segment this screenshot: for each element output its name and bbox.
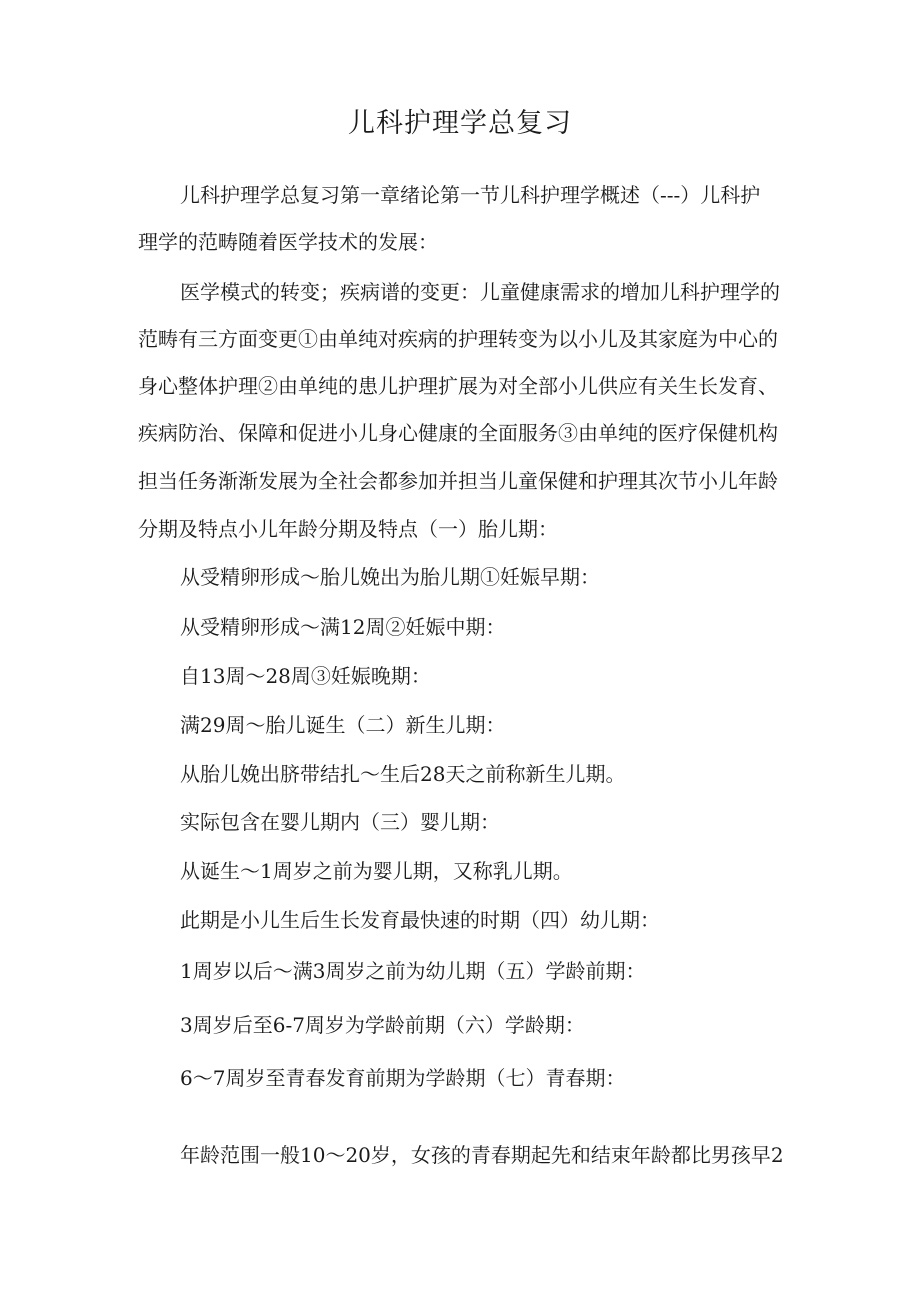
paragraph-line: 担当任务渐渐发展为全社会都参加并担当儿童保健和护理其次节小儿年龄 bbox=[138, 469, 778, 493]
paragraph-line: 医学模式的转变；疾病谱的变更：儿童健康需求的增加儿科护理学的 bbox=[180, 280, 780, 304]
paragraph-line: 从胎儿娩出脐带结扎～生后28天之前称新生儿期。 bbox=[180, 762, 626, 786]
paragraph-line: 从诞生～1周岁之前为婴儿期，又称乳儿期。 bbox=[180, 859, 573, 883]
paragraph-line: 分期及特点小儿年龄分期及特点（一）胎儿期： bbox=[138, 517, 558, 541]
paragraph-line: 从受精卵形成～满12周②妊娠中期： bbox=[180, 615, 506, 639]
paragraph-line: 身心整体护理②由单纯的患儿护理扩展为对全部小儿供应有关生长发育、 bbox=[138, 374, 778, 398]
paragraph-line: 6～7周岁至青春发育前期为学龄期（七）青春期： bbox=[180, 1066, 626, 1090]
paragraph-line: 实际包含在婴儿期内（三）婴儿期： bbox=[180, 810, 500, 834]
paragraph-line: 自13周～28周③妊娠晚期： bbox=[180, 664, 431, 688]
paragraph-line: 满29周～胎儿诞生（二）新生儿期： bbox=[180, 713, 506, 737]
paragraph-line: 疾病防治、保障和促进小儿身心健康的全面服务③由单纯的医疗保健机构 bbox=[138, 421, 778, 445]
paragraph-line: 3周岁后至6-7周岁为学龄前期（六）学龄期： bbox=[180, 1013, 585, 1037]
paragraph-line: 理学的范畴随着医学技术的发展： bbox=[138, 230, 438, 254]
paragraph-line: 儿科护理学总复习第一章绪论第一节儿科护理学概述（---）儿科护 bbox=[180, 183, 761, 207]
paragraph-line: 从受精卵形成～胎儿娩出为胎儿期①妊娠早期： bbox=[180, 565, 600, 589]
paragraph-line: 范畴有三方面变更①由单纯对疾病的护理转变为以小儿及其家庭为中心的 bbox=[138, 327, 778, 351]
paragraph-line: 年龄范围一般10～20岁，女孩的青春期起先和结束年龄都比男孩早2 bbox=[180, 1143, 784, 1167]
paragraph-line: 此期是小儿生后生长发育最快速的时期（四）幼儿期： bbox=[180, 908, 660, 932]
document-title: 儿科护理学总复习 bbox=[348, 108, 572, 139]
paragraph-line: 1周岁以后～满3周岁之前为幼儿期（五）学龄前期： bbox=[180, 959, 646, 983]
